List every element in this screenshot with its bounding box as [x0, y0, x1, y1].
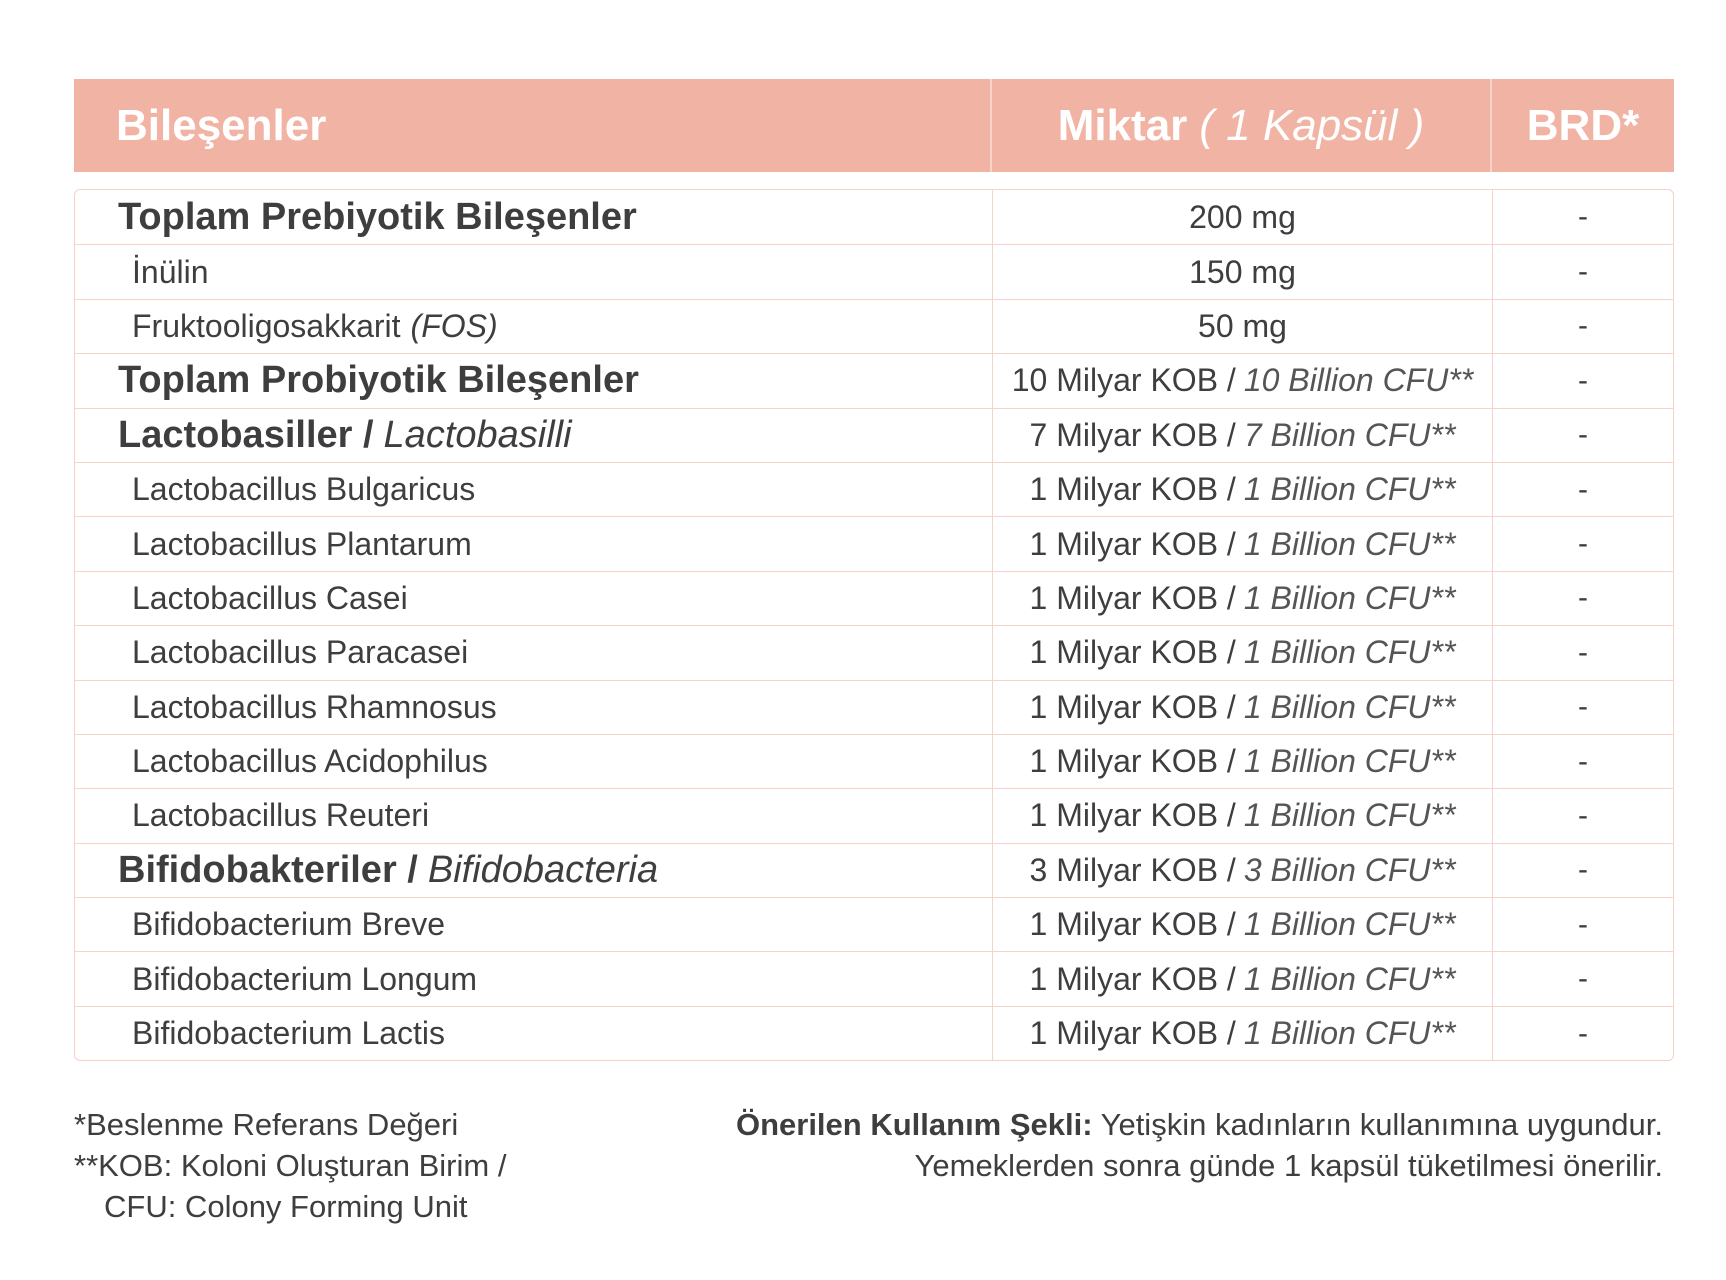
- amount-italic: 1 Billion CFU**: [1243, 797, 1456, 834]
- ingredient-name-text: Toplam Prebiyotik Bileşenler: [118, 195, 637, 238]
- header-amount-label: Miktar: [1057, 100, 1188, 150]
- ingredient-name-text: Lactobacillus Plantarum: [132, 525, 472, 562]
- usage-line-1: [736, 1104, 1663, 1145]
- ingredient-name: [75, 245, 993, 298]
- table-header: [74, 79, 1674, 172]
- ingredient-amount: [993, 409, 1493, 462]
- ingredient-name-italic: Lactobasilli: [383, 413, 572, 456]
- ingredient-name: [75, 354, 993, 407]
- amount-text: 1 Milyar KOB /: [1029, 1015, 1236, 1052]
- amount-text: 1 Milyar KOB /: [1029, 525, 1236, 562]
- amount-text: 3 Milyar KOB /: [1029, 851, 1236, 888]
- amount-text: 1 Milyar KOB /: [1029, 579, 1236, 616]
- usage-label: Önerilen Kullanım Şekli:: [735, 1107, 1093, 1142]
- ingredient-name: [75, 300, 993, 353]
- ingredient-amount: [993, 572, 1493, 625]
- table-row: [75, 843, 1673, 897]
- ingredient-amount: [993, 1007, 1493, 1060]
- ingredient-name: [75, 1007, 993, 1060]
- ingredient-amount: [993, 463, 1493, 516]
- ingredient-name-text: İnülin: [132, 253, 209, 290]
- amount-text: 1 Milyar KOB /: [1029, 634, 1236, 671]
- ingredient-brd: -: [1578, 581, 1588, 615]
- ingredient-brd: -: [1578, 907, 1588, 941]
- ingredient-brd: -: [1578, 635, 1588, 669]
- usage-text-1: Yetişkin kadınların kullanımına uygundur.: [1100, 1107, 1663, 1142]
- ingredient-name: [75, 844, 993, 897]
- ingredient-name: [75, 626, 993, 679]
- header-amount-unit: ( 1 Kapsül ): [1199, 100, 1425, 150]
- ingredient-name: [75, 517, 993, 570]
- ingredient-name-text: Lactobacillus Bulgaricus: [132, 471, 476, 508]
- ingredient-name-text: Bifidobacterium Lactis: [132, 1015, 446, 1052]
- table-row: [75, 571, 1673, 625]
- ingredient-name: [75, 572, 993, 625]
- table-row: [75, 897, 1673, 951]
- ingredient-brd: -: [1578, 798, 1588, 832]
- table-row: [75, 516, 1673, 570]
- footnote-cfu: CFU: Colony Forming Unit: [104, 1189, 468, 1224]
- ingredient-name-text: Lactobasiller /: [118, 413, 374, 456]
- ingredient-name: [75, 409, 993, 462]
- amount-italic: 1 Billion CFU**: [1243, 1015, 1456, 1052]
- ingredient-brd: -: [1578, 690, 1588, 724]
- ingredient-amount: [993, 844, 1493, 897]
- ingredient-brd: -: [1578, 962, 1588, 996]
- ingredient-amount: [993, 735, 1493, 788]
- amount-italic: 1 Billion CFU**: [1243, 688, 1456, 725]
- ingredient-amount: [993, 789, 1493, 842]
- ingredient-amount: [993, 626, 1493, 679]
- footnote-brd: *Beslenme Referans Değeri: [74, 1107, 459, 1142]
- table-row: [75, 462, 1673, 516]
- table-row: [75, 299, 1673, 353]
- ingredient-brd: -: [1578, 853, 1588, 887]
- usage-instructions: [736, 1104, 1663, 1186]
- ingredient-name: [75, 952, 993, 1005]
- table-row: [75, 190, 1673, 244]
- ingredient-name-text: Lactobacillus Paracasei: [132, 634, 469, 671]
- ingredient-brd: -: [1578, 200, 1588, 234]
- table-row: [75, 244, 1673, 298]
- amount-italic: 1 Billion CFU**: [1243, 471, 1456, 508]
- ingredient-name: [75, 681, 993, 734]
- amount-italic: 3 Billion CFU**: [1243, 851, 1456, 888]
- amount-text: 1 Milyar KOB /: [1029, 688, 1236, 725]
- amount-italic: 1 Billion CFU**: [1243, 525, 1456, 562]
- ingredient-brd: -: [1578, 744, 1588, 778]
- ingredient-name: [75, 463, 993, 516]
- ingredient-amount: [993, 300, 1493, 353]
- amount-text: 1 Milyar KOB /: [1029, 797, 1236, 834]
- ingredient-name-text: Bifidobacterium Breve: [132, 906, 446, 943]
- amount-text: 50 mg: [1198, 307, 1287, 344]
- table-row: [75, 353, 1673, 407]
- footnote-kob: **KOB: Koloni Oluşturan Birim /: [74, 1148, 507, 1183]
- ingredient-amount: [993, 245, 1493, 298]
- amount-text: 200 mg: [1189, 198, 1296, 235]
- ingredient-brd: -: [1578, 418, 1588, 452]
- ingredient-name-text: Bifidobakteriler /: [118, 848, 418, 891]
- ingredient-name-text: Fruktooligosakkarit: [132, 307, 401, 344]
- header-components: Bileşenler: [74, 79, 992, 172]
- amount-italic: 7 Billion CFU**: [1243, 416, 1456, 453]
- ingredient-brd: -: [1578, 1016, 1588, 1050]
- ingredient-name-text: Lactobacillus Acidophilus: [132, 743, 488, 780]
- ingredient-amount: [993, 952, 1493, 1005]
- amount-italic: 1 Billion CFU**: [1243, 634, 1456, 671]
- amount-italic: 1 Billion CFU**: [1243, 579, 1456, 616]
- table-row: [75, 951, 1673, 1005]
- ingredient-brd: -: [1578, 309, 1588, 343]
- ingredient-brd: -: [1578, 363, 1588, 397]
- table-row: [75, 625, 1673, 679]
- table-row: [75, 788, 1673, 842]
- ingredient-amount: [993, 517, 1493, 570]
- table-row: [75, 1006, 1673, 1060]
- amount-text: 7 Milyar KOB /: [1029, 416, 1236, 453]
- ingredient-name-italic: (FOS): [410, 307, 498, 344]
- ingredient-name-text: Lactobacillus Casei: [132, 579, 408, 616]
- ingredient-amount: [993, 354, 1493, 407]
- table-row: [75, 734, 1673, 788]
- amount-italic: 10 Billion CFU**: [1243, 362, 1474, 399]
- ingredient-name: [75, 898, 993, 951]
- amount-text: 1 Milyar KOB /: [1029, 906, 1236, 943]
- ingredient-brd: -: [1578, 255, 1588, 289]
- header-amount: [992, 79, 1492, 172]
- ingredient-brd: -: [1578, 472, 1588, 506]
- amount-italic: 1 Billion CFU**: [1243, 960, 1456, 997]
- amount-italic: 1 Billion CFU**: [1243, 743, 1456, 780]
- ingredient-name-text: Toplam Probiyotik Bileşenler: [118, 359, 639, 402]
- usage-text-2: Yemeklerden sonra günde 1 kapsül tüketilmesi önerilir.: [914, 1148, 1663, 1183]
- header-brd: BRD*: [1526, 100, 1640, 150]
- ingredient-name-text: Bifidobacterium Longum: [132, 960, 478, 997]
- amount-text: 1 Milyar KOB /: [1029, 960, 1236, 997]
- ingredient-amount: [993, 898, 1493, 951]
- amount-italic: 1 Billion CFU**: [1243, 906, 1456, 943]
- ingredient-name: [75, 789, 993, 842]
- table-row: [75, 680, 1673, 734]
- ingredient-name: [75, 190, 993, 244]
- ingredient-amount: [993, 681, 1493, 734]
- ingredient-name-text: Lactobacillus Rhamnosus: [132, 688, 497, 725]
- amount-text: 1 Milyar KOB /: [1029, 471, 1236, 508]
- ingredient-name-italic: Bifidobacteria: [427, 848, 659, 891]
- ingredient-name-text: Lactobacillus Reuteri: [132, 797, 430, 834]
- ingredient-amount: [993, 190, 1493, 244]
- ingredient-brd: -: [1578, 527, 1588, 561]
- amount-text: 150 mg: [1189, 253, 1296, 290]
- amount-text: 10 Milyar KOB /: [1011, 362, 1236, 399]
- ingredients-table: [74, 189, 1674, 1061]
- amount-text: 1 Milyar KOB /: [1029, 743, 1236, 780]
- ingredient-name: [75, 735, 993, 788]
- footnotes: [74, 1104, 506, 1227]
- table-row: [75, 408, 1673, 462]
